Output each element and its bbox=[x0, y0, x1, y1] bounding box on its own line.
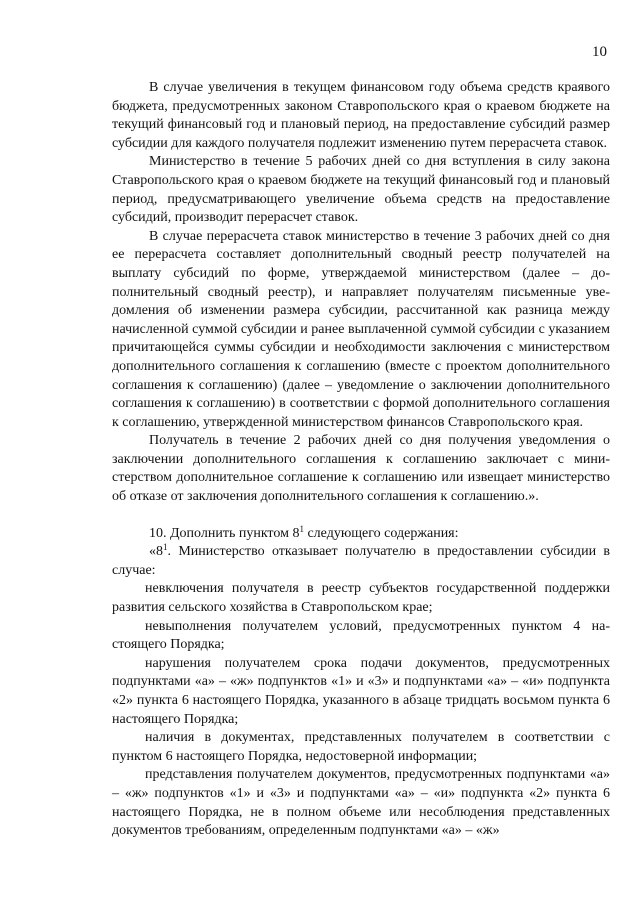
amendment-item-10-text: 10. Дополнить пунктом 8 bbox=[149, 525, 300, 541]
refusal-ground-item: невключения получателя в реестр субъектов государственной поддержки развития сельского хозяйства в Ставропольском крае; bbox=[112, 581, 610, 616]
point-number-suffix: . bbox=[167, 544, 179, 560]
paragraph: Получатель в течение 2 рабочих дней со дня получения уведомления о заключении дополнительного соглашения к соглашению заключает с министерством дополнительное соглашение к соглашению или извещает министерство об отказе от заключения дополнительного соглашения к соглашению.». bbox=[112, 433, 610, 505]
refusal-ground-item: представления получателем документов, предусмотренных подпунктами «а» – «ж» подпунктов «1» и «3» и подпунктами «а» – «и» подпункта «2» пункта 6 настоящего Порядка, не в полном объеме или несоблюдения представленных документов требованиям, определенным подпунктами «а» – «ж» bbox=[112, 767, 610, 839]
refusal-ground-item: нарушения получателем срока подачи документов, предусмотренных подпунктами «а» – «ж» подпунктов «1» и «3» и подпунктами «а» – «и» подпункта «2» пункта 6 настоящего Порядка, указанного в абзаце тридцать восьмом пункта 6 настоящего Порядка; bbox=[112, 655, 610, 727]
document-body bbox=[112, 79, 610, 841]
amendment-item-10-text-after: следующего содержания: bbox=[303, 525, 459, 541]
paragraph: В случае перерасчета ставок министерство в течение 3 рабочих дней со дня ее перерасчета составляет дополнительный сводный реестр получателей на выплату субсидий по форме, утверждаемой министерством (далее – дополнительный сводный реестр), и направляет получателям письменные уведомления об изменении размера субсидии, рассчитанной как разница между начисленной суммой субсидии и ранее выплаченной суммой субсидии с указанием причитающейся суммы субсидии и необходимости заключения с министерством дополнительного соглашения к соглашению (вместе с проектом дополнительного соглашения к соглашению) (далее – уведомление о заключении дополнительного соглашения к соглашению) в соответствии с формой дополнительного соглашения к соглашению, утвержденной министерством финансов Ставропольского края. bbox=[112, 228, 610, 430]
point-8-1-intro bbox=[112, 543, 610, 580]
amendment-item-10 bbox=[112, 525, 610, 544]
paragraph: В случае увеличения в текущем финансовом году объема средств краявого бюджета, предусмотренных законом Ставропольского края о краевом бюджете на текущий финансовый год и плановый период, на предоставление субсидий размер субсидии для каждого получателя подлежит изменению путем перерасчета ставок. bbox=[112, 80, 610, 151]
point-8-1-text: Министерство отказывает получателю в предоставлении субсидии в случае: bbox=[112, 544, 610, 578]
superscript: 1 bbox=[299, 523, 304, 534]
refusal-ground-item: невыполнения получателем условий, предусмотренных пунктом 4 настоящего Порядка; bbox=[112, 618, 610, 653]
superscript: 1 bbox=[163, 542, 168, 553]
paragraph: Министерство в течение 5 рабочих дней со дня вступления в силу закона Ставропольского края о краевом бюджете на текущий финансовый год и плановый период, предусматривающего увеличение объема средств на предоставление субсидий, производит перерасчет ставок. bbox=[112, 154, 610, 226]
refusal-ground-item: наличия в документах, представленных получателем в соответствии с пунктом 6 настоящего Порядка, недостоверной информации; bbox=[112, 730, 610, 764]
point-number-prefix: «8 bbox=[149, 544, 163, 560]
page-number: 10 bbox=[592, 44, 607, 60]
